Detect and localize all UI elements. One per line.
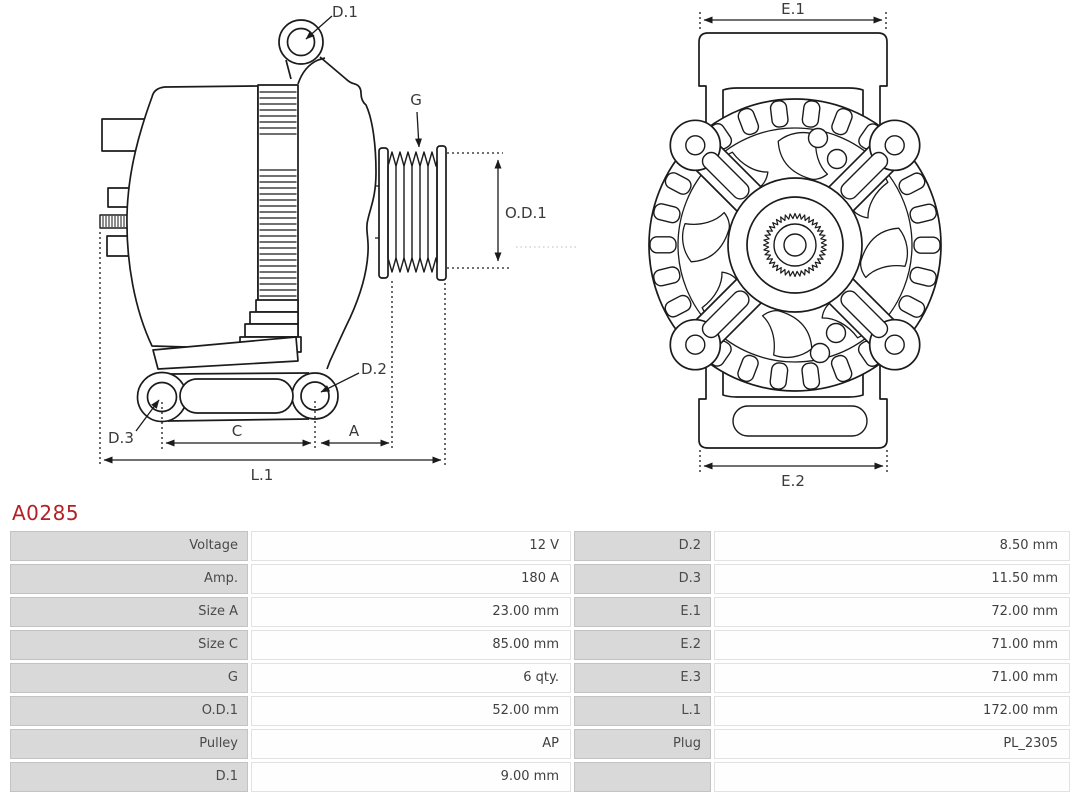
spec-value-cell: 12 V — [251, 531, 571, 561]
spec-label-cell: D.2 — [574, 531, 711, 561]
rear-housing — [127, 86, 258, 349]
spec-value-cell: 8.50 mm — [714, 531, 1070, 561]
dim-label-a: A — [348, 422, 360, 440]
spec-label-cell: Size C — [10, 630, 248, 660]
dim-label-d2: D.2 — [361, 360, 387, 378]
spec-label-cell: Amp. — [10, 564, 248, 594]
spec-label-cell — [574, 762, 711, 792]
spec-value-cell: 6 qty. — [251, 663, 571, 693]
part-number: A0285 — [12, 501, 80, 525]
dim-label-l1: L.1 — [250, 466, 274, 484]
mounting-lugs — [138, 337, 339, 422]
spec-value-cell: 52.00 mm — [251, 696, 571, 726]
spec-value-cell: 72.00 mm — [714, 597, 1070, 627]
dim-label-d1: D.1 — [332, 3, 358, 21]
spec-label-cell: G — [10, 663, 248, 693]
dim-label-d3: D.3 — [108, 429, 134, 447]
spec-label-cell: Pulley — [10, 729, 248, 759]
hub — [728, 178, 862, 312]
spec-table — [10, 531, 1070, 792]
bottom-bracket-slot — [733, 406, 867, 436]
spec-value-cell: PL_2305 — [714, 729, 1070, 759]
pulley — [379, 146, 446, 280]
spec-value-cell: 71.00 mm — [714, 630, 1070, 660]
spec-label-cell: Size A — [10, 597, 248, 627]
dim-label-e1: E.1 — [781, 0, 805, 18]
side-view — [100, 3, 578, 484]
spec-label-cell: Plug — [574, 729, 711, 759]
spec-value-cell: 180 A — [251, 564, 571, 594]
spec-label-cell: O.D.1 — [10, 696, 248, 726]
dim-label-c: C — [231, 422, 243, 440]
spec-label-cell: D.1 — [10, 762, 248, 792]
spec-value-cell: 172.00 mm — [714, 696, 1070, 726]
dim-label-od1: O.D.1 — [505, 204, 547, 222]
spec-label-cell: D.3 — [574, 564, 711, 594]
spec-value-cell: AP — [251, 729, 571, 759]
spec-value-cell: 11.50 mm — [714, 564, 1070, 594]
spec-label-cell: E.2 — [574, 630, 711, 660]
dim-label-g: G — [410, 91, 422, 109]
top-ear — [279, 20, 323, 64]
spec-value-cell: 9.00 mm — [251, 762, 571, 792]
spec-value-cell: 71.00 mm — [714, 663, 1070, 693]
front-view — [649, 0, 941, 490]
spec-value-cell: 85.00 mm — [251, 630, 571, 660]
spec-value-cell — [714, 762, 1070, 792]
dim-label-e2: E.2 — [781, 472, 805, 490]
spec-label-cell: L.1 — [574, 696, 711, 726]
spec-label-cell: E.3 — [574, 663, 711, 693]
front-housing — [286, 57, 381, 369]
spec-label-cell: Voltage — [10, 531, 248, 561]
spec-value-cell: 23.00 mm — [251, 597, 571, 627]
spec-label-cell: E.1 — [574, 597, 711, 627]
